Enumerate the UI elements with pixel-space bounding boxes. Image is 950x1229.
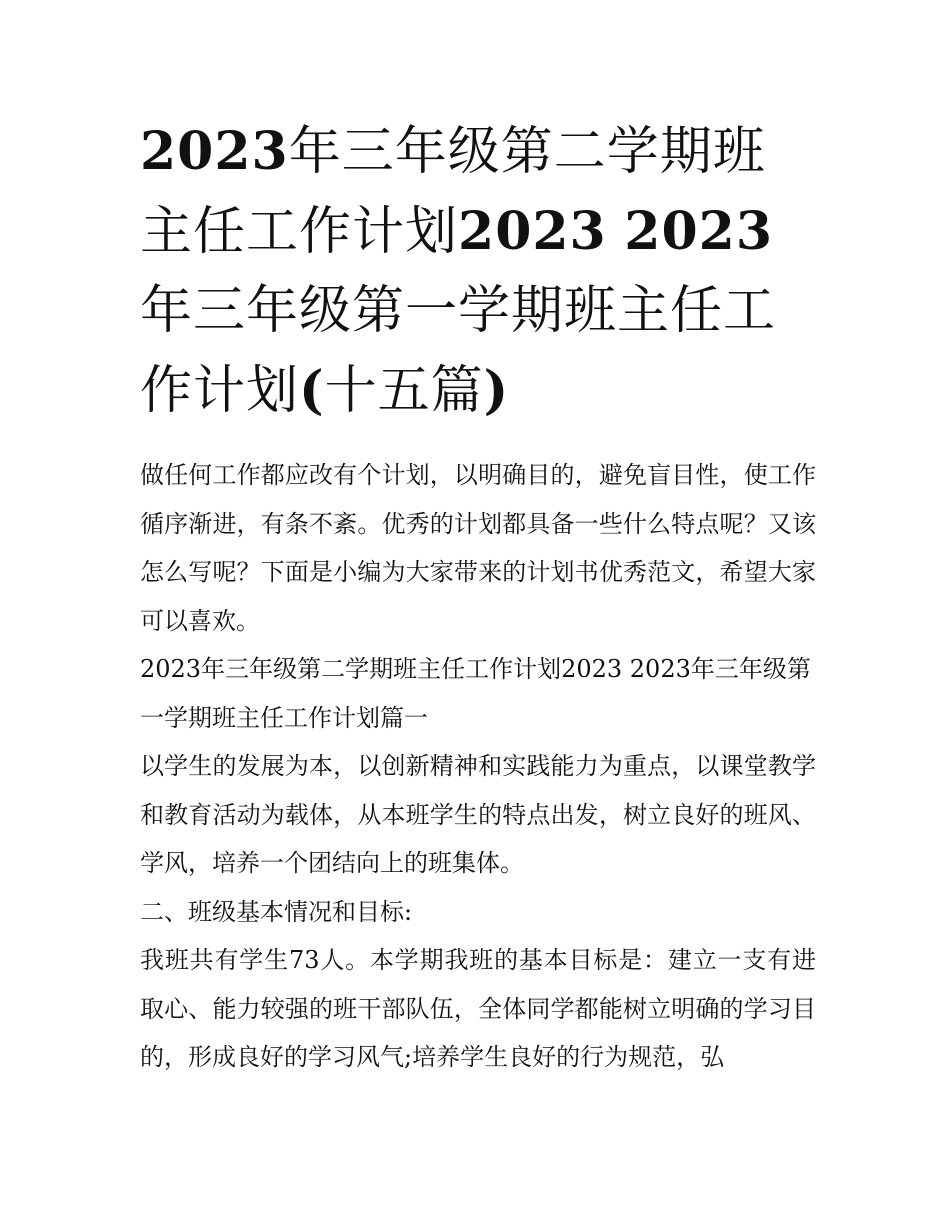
- class-situation-heading: 二、班级基本情况和目标:: [140, 897, 413, 926]
- section-heading: 2023年三年级第二学期班主任工作计划2023 2023年三年级第一学期班主任工作计划篇一: [140, 655, 811, 732]
- document-title: 2023年三年级第二学期班主任工作计划2023 2023年三年级第一学期班主任工作计划(十五篇): [140, 121, 777, 421]
- guiding-principle-paragraph: 以学生的发展为本，以创新精神和实践能力为重点，以课堂教学和教育活动为载体，从本班学生的特点出发，树立良好的班风、学风，培养一个团结向上的班集体。: [140, 752, 816, 877]
- document-body: [140, 451, 816, 1082]
- class-goals-paragraph: 我班共有学生73人。本学期我班的基本目标是：建立一支有进取心、能力较强的班干部队伍，全体同学都能树立明确的学习目的，形成良好的学习风气;培养学生良好的行为规范，弘: [140, 946, 816, 1071]
- document-page: [140, 112, 816, 1082]
- intro-paragraph: 做任何工作都应改有个计划，以明确目的，避免盲目性，使工作循序渐进，有条不紊。优秀的计划都具备一些什么特点呢？又该怎么写呢？下面是小编为大家带来的计划书优秀范文，希望大家可以喜欢。: [140, 461, 816, 635]
